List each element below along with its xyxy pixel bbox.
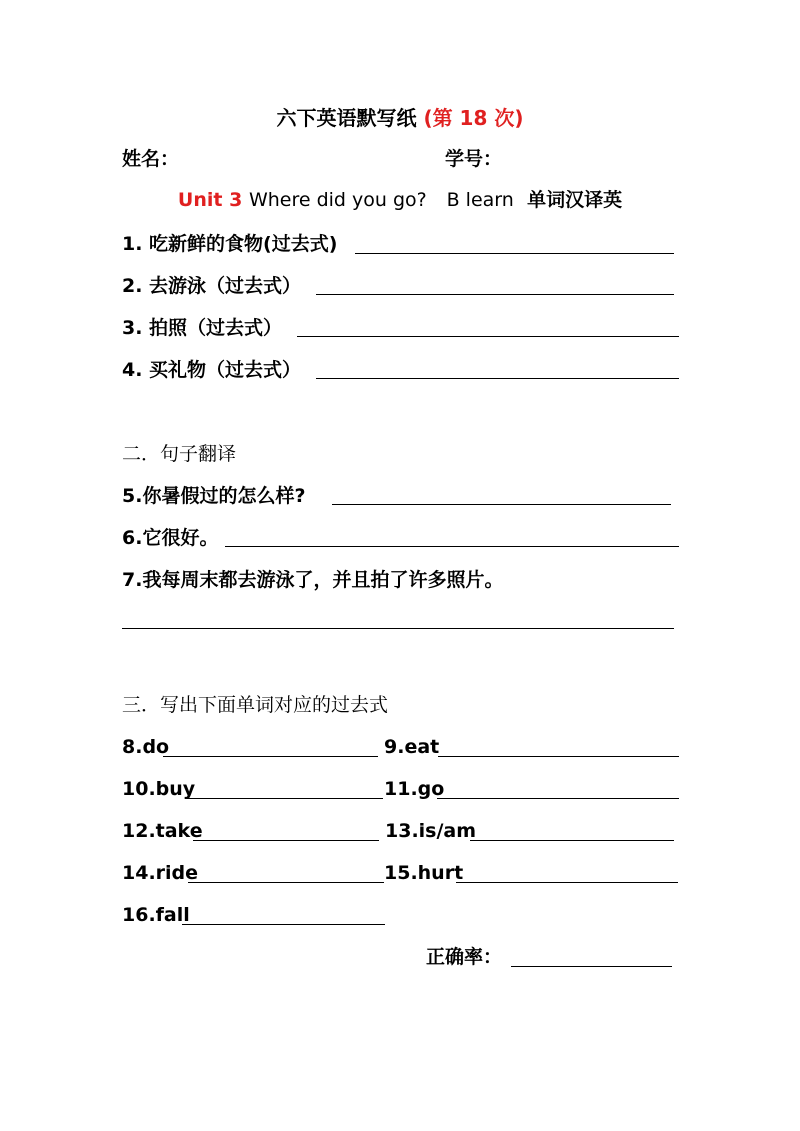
accuracy-blank[interactable] bbox=[511, 966, 672, 967]
task-label: 单词汉译英 bbox=[527, 189, 623, 211]
answer-blank-12[interactable] bbox=[193, 840, 379, 841]
question-5: 5.你暑假过的怎么样? bbox=[122, 485, 306, 507]
word-14: 14.ride bbox=[122, 862, 199, 884]
section-3-heading: 三．写出下面单词对应的过去式 bbox=[122, 694, 389, 716]
unit-subtitle bbox=[0, 187, 800, 213]
word-11: 11.go bbox=[384, 778, 445, 800]
question-2: 2. 去游泳（过去式） bbox=[122, 275, 302, 297]
unit-label: Unit 3 bbox=[177, 189, 243, 211]
word-13: 13.is/am bbox=[385, 820, 477, 842]
word-12: 12.take bbox=[122, 820, 203, 842]
question-6: 6.它很好。 bbox=[122, 527, 219, 549]
name-label: 姓名： bbox=[122, 148, 180, 170]
answer-blank-15[interactable] bbox=[456, 882, 678, 883]
word-15: 15.hurt bbox=[384, 862, 464, 884]
answer-blank-1[interactable] bbox=[355, 253, 674, 254]
answer-blank-11[interactable] bbox=[437, 798, 679, 799]
section-2-heading: 二．句子翻译 bbox=[122, 443, 237, 465]
word-8: 8.do bbox=[122, 736, 170, 758]
title-round: (第 18 次) bbox=[423, 106, 524, 130]
answer-blank-10[interactable] bbox=[187, 798, 383, 799]
worksheet-title bbox=[0, 104, 800, 132]
word-10: 10.buy bbox=[122, 778, 196, 800]
word-9: 9.eat bbox=[384, 736, 440, 758]
answer-blank-2[interactable] bbox=[316, 294, 674, 295]
student-id-label: 学号： bbox=[445, 148, 503, 170]
answer-blank-13[interactable] bbox=[470, 840, 674, 841]
answer-blank-14[interactable] bbox=[188, 882, 384, 883]
answer-blank-8[interactable] bbox=[163, 756, 378, 757]
part-label: B learn bbox=[446, 189, 514, 211]
question-1: 1. 吃新鲜的食物(过去式) bbox=[122, 233, 338, 255]
title-main: 六下英语默写纸 bbox=[276, 106, 417, 130]
question-3: 3. 拍照（过去式） bbox=[122, 317, 283, 339]
answer-blank-3[interactable] bbox=[297, 336, 679, 337]
answer-blank-4[interactable] bbox=[316, 378, 679, 379]
answer-blank-7[interactable] bbox=[122, 628, 674, 629]
answer-blank-16[interactable] bbox=[182, 924, 385, 925]
unit-title: Where did you go? bbox=[248, 189, 427, 211]
question-7: 7.我每周末都去游泳了，并且拍了许多照片。 bbox=[122, 569, 504, 591]
question-4: 4. 买礼物（过去式） bbox=[122, 359, 302, 381]
answer-blank-6[interactable] bbox=[225, 546, 679, 547]
word-16: 16.fall bbox=[122, 904, 190, 926]
accuracy-label: 正确率： bbox=[426, 946, 503, 968]
answer-blank-5[interactable] bbox=[332, 504, 671, 505]
answer-blank-9[interactable] bbox=[438, 756, 679, 757]
